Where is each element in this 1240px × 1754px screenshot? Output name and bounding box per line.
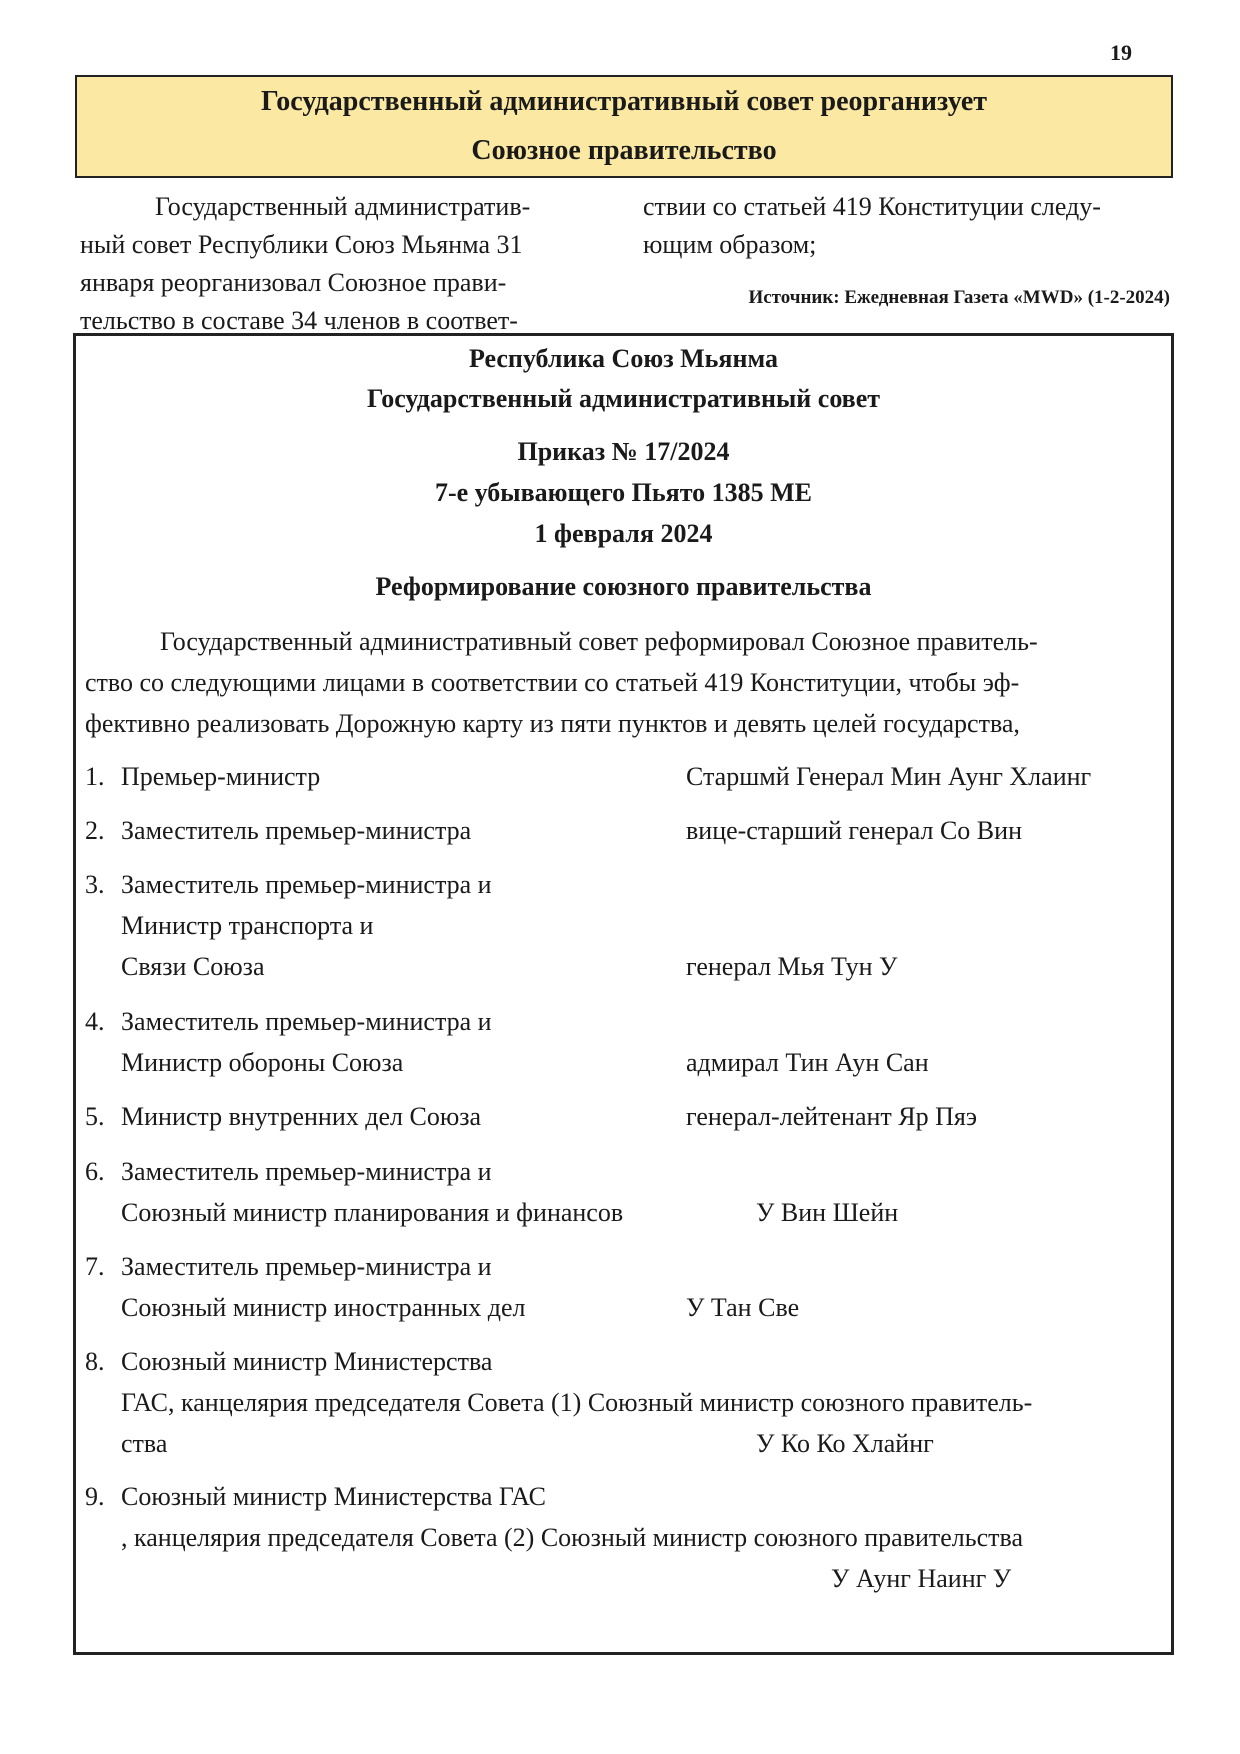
order-date-me: 7-е убывающего Пьято 1385 МЕ <box>434 478 813 507</box>
item-number: 5. <box>85 1102 105 1131</box>
headline-line-2: Союзное правительство <box>471 135 777 166</box>
item-position: Заместитель премьер-министра и Министр обороны Союза <box>121 1007 492 1077</box>
item-number: 9. <box>85 1482 105 1511</box>
order-box <box>73 333 1174 1655</box>
item-position: Заместитель премьер-министра и Министр транспорта и Связи Союза <box>121 870 492 981</box>
item-name: У Вин Шейн <box>756 1198 899 1227</box>
headline-banner <box>75 75 1173 178</box>
page-number: 19 <box>1110 40 1132 65</box>
item-name: У Аунг Наинг У <box>831 1564 1012 1593</box>
item-number: 2. <box>85 816 105 845</box>
intro-column-1: Государственный административ- ный совет Республики Союз Мьянма 31 января реорганизовал Союзное прави- тельство в составе 34 членов в соответ- <box>80 192 531 335</box>
item-name: У Ко Ко Хлайнг <box>756 1429 934 1458</box>
item-position: Министр внутренних дел Союза <box>121 1102 482 1131</box>
order-paragraph: Государственный административный совет реформировал Союзное правитель- ство со следующими лицами в соответствии со статьей 419 Конституции, чтобы эф- фективно реализовать Дорожную карту из пяти пунктов и девять целей государства, <box>85 627 1038 738</box>
republic-title: Республика Союз Мьянма <box>468 344 779 373</box>
item-position: Союзный министр Министерства ГАС , канцелярия председателя Совета (2) Союзный министр союзного правительства <box>121 1482 1023 1552</box>
item-name: У Тан Све <box>686 1293 800 1322</box>
item-name: генерал-лейтенант Яр Пяэ <box>686 1102 978 1131</box>
item-name: вице-старший генерал Со Вин <box>686 816 1022 845</box>
item-number: 4. <box>85 1007 105 1036</box>
item-number: 6. <box>85 1157 105 1186</box>
item-position: Заместитель премьер-министра и Союзный министр иностранных дел <box>121 1252 526 1322</box>
item-number: 8. <box>85 1347 105 1376</box>
order-number: Приказ № 17/2024 <box>517 437 730 466</box>
intro-column-2: ствии со статьей 419 Конституции следу- ющим образом; <box>643 192 1101 259</box>
council-title: Государственный административный совет <box>366 384 881 413</box>
item-position: Премьер-министр <box>121 762 321 791</box>
item-position: Заместитель премьер-министра <box>121 816 472 845</box>
item-position: Союзный министр Министерства ГАС, канцелярия председателя Совета (1) Союзный министр союзного правитель- ства <box>121 1347 1033 1458</box>
item-name: адмирал Тин Аун Сан <box>686 1048 929 1077</box>
item-number: 1. <box>85 762 105 791</box>
order-title: Реформирование союзного правительства <box>375 572 872 601</box>
item-number: 7. <box>85 1252 105 1281</box>
source-credit: Источник: Ежедневная Газета «MWD» (1-2-2024) <box>748 287 1170 308</box>
item-name: генерал Мья Тун У <box>686 952 898 981</box>
item-position: Заместитель премьер-министра и Союзный министр планирования и финансов <box>121 1157 624 1227</box>
item-name: Старшмй Генерал Мин Аунг Хлаинг <box>686 762 1092 791</box>
item-number: 3. <box>85 870 105 899</box>
order-date: 1 февраля 2024 <box>534 519 713 548</box>
headline-line-1: Государственный административный совет реорганизует <box>260 86 988 117</box>
